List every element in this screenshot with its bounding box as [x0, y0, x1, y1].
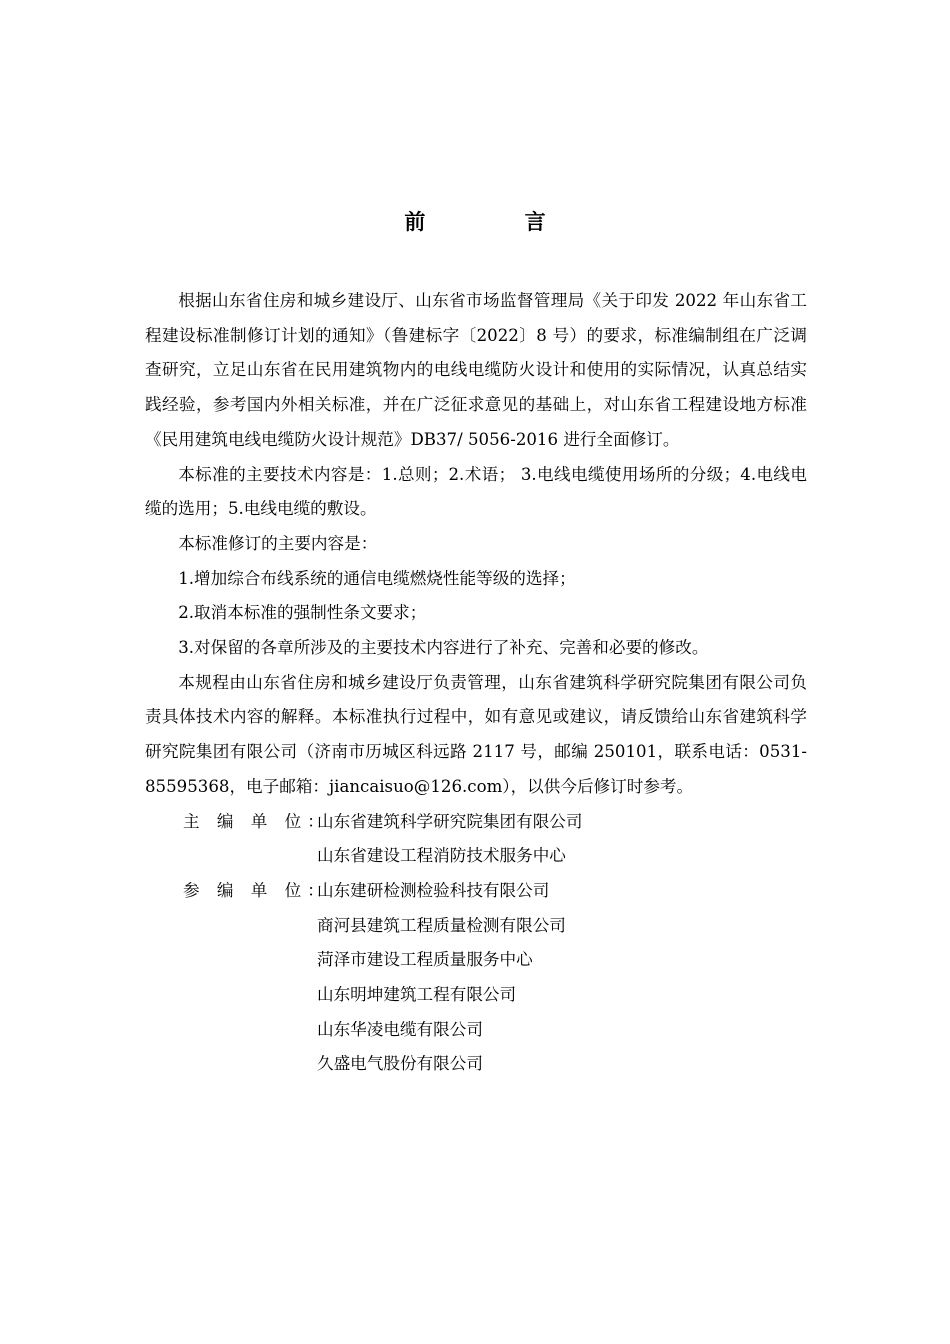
revision-item: 2.取消本标准的强制性条文要求； [178, 603, 427, 623]
participating-editor-unit: 山东建研检测检验科技有限公司 [317, 880, 550, 900]
chief-editor-unit: 山东省建设工程消防技术服务中心 [317, 846, 566, 866]
participating-editors-list [317, 874, 807, 1082]
participating-editor-unit: 商河县建筑工程质量检测有限公司 [317, 915, 566, 935]
page-title: 前 言 [404, 210, 592, 234]
chief-editor-unit: 山东省建筑科学研究院集团有限公司 [317, 811, 583, 831]
document-body [145, 284, 807, 1082]
revision-item: 3.对保留的各章所涉及的主要技术内容进行了补充、完善和必要的修改。 [178, 638, 709, 658]
participating-editors-row [145, 874, 807, 1082]
chief-editors-list [317, 805, 807, 874]
participating-editor-unit: 山东华凌电缆有限公司 [317, 1019, 483, 1039]
management-paragraph: 本规程由山东省住房和城乡建设厅负责管理，山东省建筑科学研究院集团有限公司负责具体技术内容的解释。本标准执行过程中，如有意见或建议，请反馈给山东省建筑科学研究院集团有限公司（济南市历城区科远路 2117 号，邮编 250101，联系电话：0531-85595368，电子邮箱：jiancaisuo@126.com），以供今后修订时参考。 [145, 672, 807, 796]
participating-editor-unit: 久盛电气股份有限公司 [317, 1054, 483, 1074]
revision-item: 1.增加综合布线系统的通信电缆燃烧性能等级的选择； [178, 568, 576, 588]
revision-intro-paragraph: 本标准修订的主要内容是： [178, 533, 378, 553]
editor-units-section [145, 805, 807, 1083]
participating-editor-unit: 山东明坤建筑工程有限公司 [317, 985, 517, 1005]
participating-editor-unit: 菏泽市建设工程质量服务中心 [317, 950, 533, 970]
intro-paragraph: 根据山东省住房和城乡建设厅、山东省市场监督管理局《关于印发 2022 年山东省工程建设标准制修订计划的通知》（鲁建标字〔2022〕8 号）的要求，标准编制组在广泛调查研究，立足山东省在民用建筑物内的电线电缆防火设计和使用的实际情况，认真总结实践经验，参考国内外相关标准，并在广泛征求意见的基础上，对山东省工程建设地方标准《民用建筑电线电缆防火设计规范》DB37/ 5056-2016 进行全面修订。 [145, 291, 807, 449]
chief-editors-row [145, 805, 807, 874]
main-content-paragraph: 本标准的主要技术内容是：1.总则；2.术语； 3.电线电缆使用场所的分级；4.电线电缆的选用；5.电线电缆的敷设。 [145, 464, 807, 519]
chief-editors-label: 主 编 单 位： [183, 811, 330, 831]
participating-editors-label: 参 编 单 位： [183, 880, 330, 900]
